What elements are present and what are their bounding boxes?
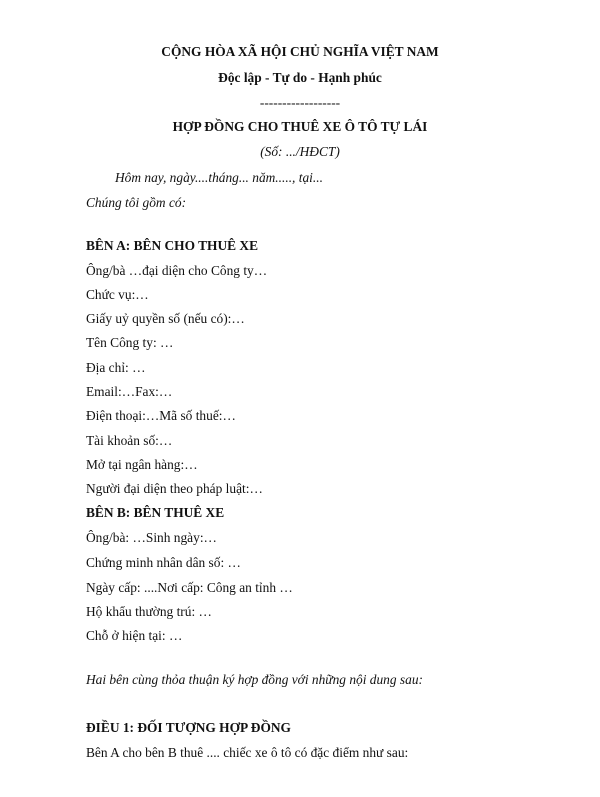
party-a-field: Mở tại ngân hàng:… <box>86 457 198 472</box>
date-place: Hôm nay, ngày....tháng... năm....., tại... <box>115 170 323 185</box>
party-b-field: Chỗ ở hiện tại: … <box>86 628 183 643</box>
party-a-field: Điện thoại:…Mã số thuế:… <box>86 408 236 423</box>
nation-title: CỘNG HÒA XÃ HỘI CHỦ NGHĨA VIỆT NAM <box>161 44 439 59</box>
party-a-field: Địa chỉ: … <box>86 360 146 375</box>
divider: ------------------ <box>259 95 341 110</box>
agreement-statement: Hai bên cùng thỏa thuận ký hợp đồng với những nội dung sau: <box>86 672 423 687</box>
article-1-heading: ĐIỀU 1: ĐỐI TƯỢNG HỢP ĐỒNG <box>86 720 291 735</box>
party-b-field: Chứng minh nhân dân số: … <box>86 555 241 570</box>
motto: Độc lập - Tự do - Hạnh phúc <box>218 70 382 85</box>
party-b-field: Ngày cấp: ....Nơi cấp: Công an tỉnh … <box>86 580 293 595</box>
party-b-field: Ông/bà: …Sinh ngày:… <box>86 530 217 545</box>
we-include: Chúng tôi gồm có: <box>86 195 187 210</box>
party-a-field: Chức vụ:… <box>86 287 149 302</box>
party-a-field: Giấy uỷ quyền số (nếu có):… <box>86 311 245 326</box>
party-a-field: Tài khoản số:… <box>86 433 173 448</box>
party-a-heading: BÊN A: BÊN CHO THUÊ XE <box>86 238 259 253</box>
party-b-field: Hộ khẩu thường trú: … <box>86 604 212 619</box>
contract-number: (Số: .../HĐCT) <box>260 144 340 159</box>
party-a-field: Người đại diện theo pháp luật:… <box>86 481 263 496</box>
party-a-field: Tên Công ty: … <box>86 335 174 350</box>
party-a-field: Ông/bà …đại diện cho Công ty… <box>86 263 268 278</box>
party-b-heading: BÊN B: BÊN THUÊ XE <box>86 505 225 520</box>
article-1-text: Bên A cho bên B thuê .... chiếc xe ô tô có đặc điểm như sau: <box>86 745 409 760</box>
contract-title: HỢP ĐỒNG CHO THUÊ XE Ô TÔ TỰ LÁI <box>172 119 428 134</box>
party-a-field: Email:…Fax:… <box>86 384 173 399</box>
